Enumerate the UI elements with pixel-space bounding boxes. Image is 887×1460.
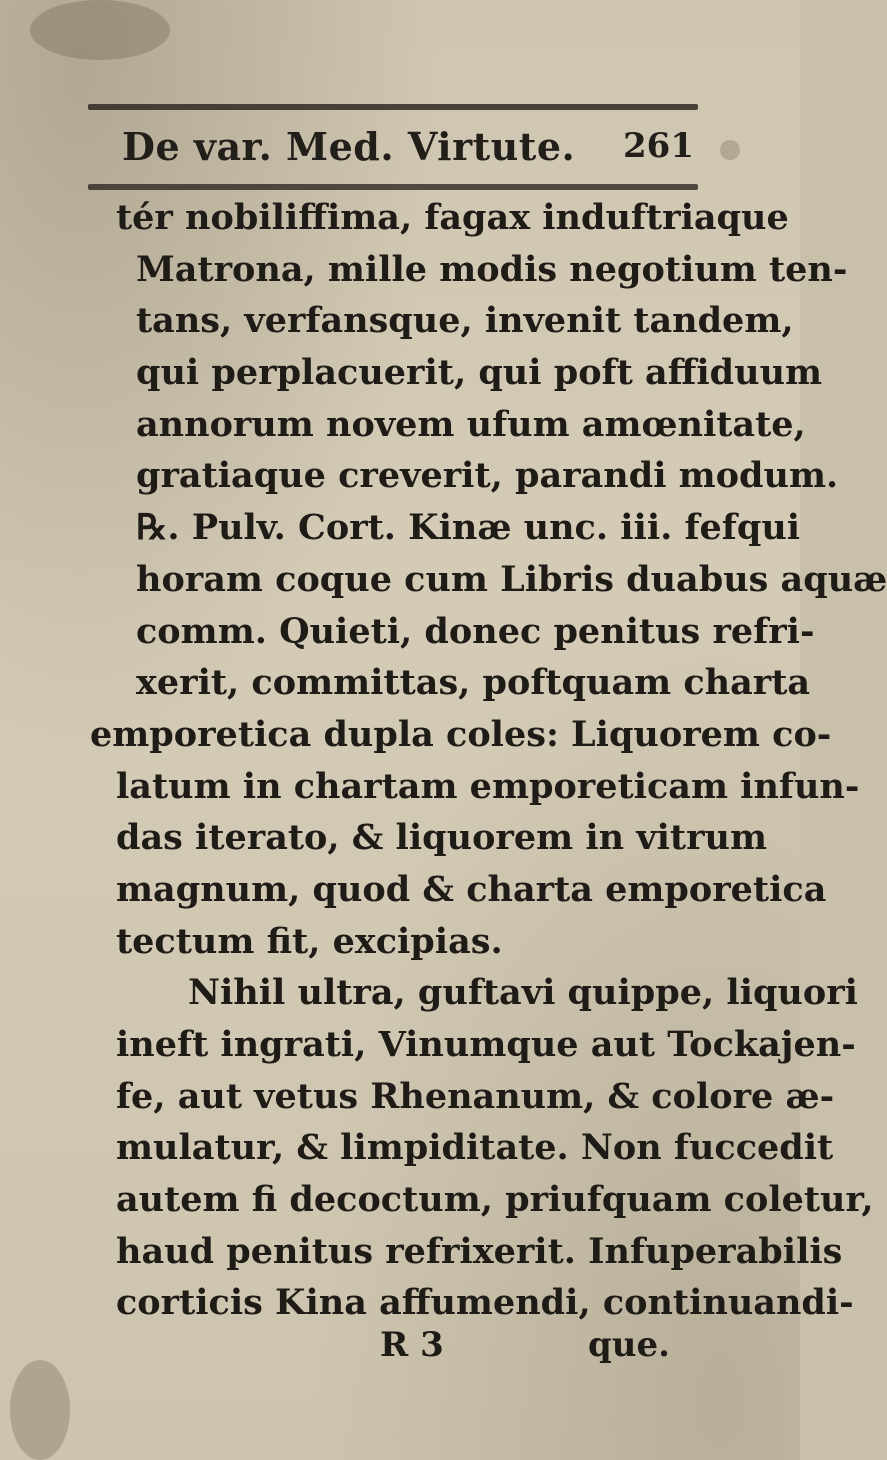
catchword: que. [588,1325,670,1365]
body-text [80,192,887,1329]
text-line: comm. Quieti, donec penitus refri- [136,610,815,652]
text-line: mulatur, & limpiditate. Non fuccedit [116,1127,834,1169]
text-line: tér nobiliffima, fagax induftriaque [116,197,789,238]
text-line: Nihil ultra, guftavi quippe, liquori [188,972,858,1014]
page-number: 261 [623,126,694,166]
text-line: ineft ingrati, Vinumque aut Tockajen- [116,1024,856,1065]
text-line: Matrona, mille modis negotium ten- [136,248,848,290]
running-title: De var. Med. Virtute. [122,123,576,169]
text-line: annorum novem ufum amœnitate, [136,403,806,445]
top-rule [88,104,698,110]
text-line: tans, verfansque, invenit tandem, [136,300,794,342]
text-line: horam coque cum Libris duabus aquæ [136,558,887,600]
text-line: haud penitus refrixerit. Infuperabilis [116,1230,843,1272]
text-line: ℞. Pulv. Cort. Kinæ unc. iii. fefqui [136,507,801,549]
text-line: fe, aut vetus Rhenanum, & colore æ- [116,1075,835,1117]
text-line: latum in chartam emporeticam infun- [116,765,860,807]
text-line: corticis Kina affumendi, continuandi- [116,1282,854,1324]
page-footer [0,1325,800,1377]
text-line: qui perplacuerit, qui poft affiduum [136,352,823,394]
text-line: das iterato, & liquorem in vitrum [116,817,767,859]
page-stain [30,0,170,60]
signature-mark: R 3 [380,1325,444,1365]
page-stain [720,140,740,160]
text-line: gratiaque creverit, parandi modum. [136,455,839,497]
text-line: xerit, committas, poftquam charta [136,662,811,704]
text-line: autem fi decoctum, priufquam coletur, [116,1179,874,1221]
text-line: tectum fit, excipias. [116,920,503,962]
text-line: emporetica dupla coles: Liquorem co- [90,713,832,755]
header-rule [88,184,698,190]
page-header [92,120,702,172]
text-line: magnum, quod & charta emporetica [116,868,827,910]
